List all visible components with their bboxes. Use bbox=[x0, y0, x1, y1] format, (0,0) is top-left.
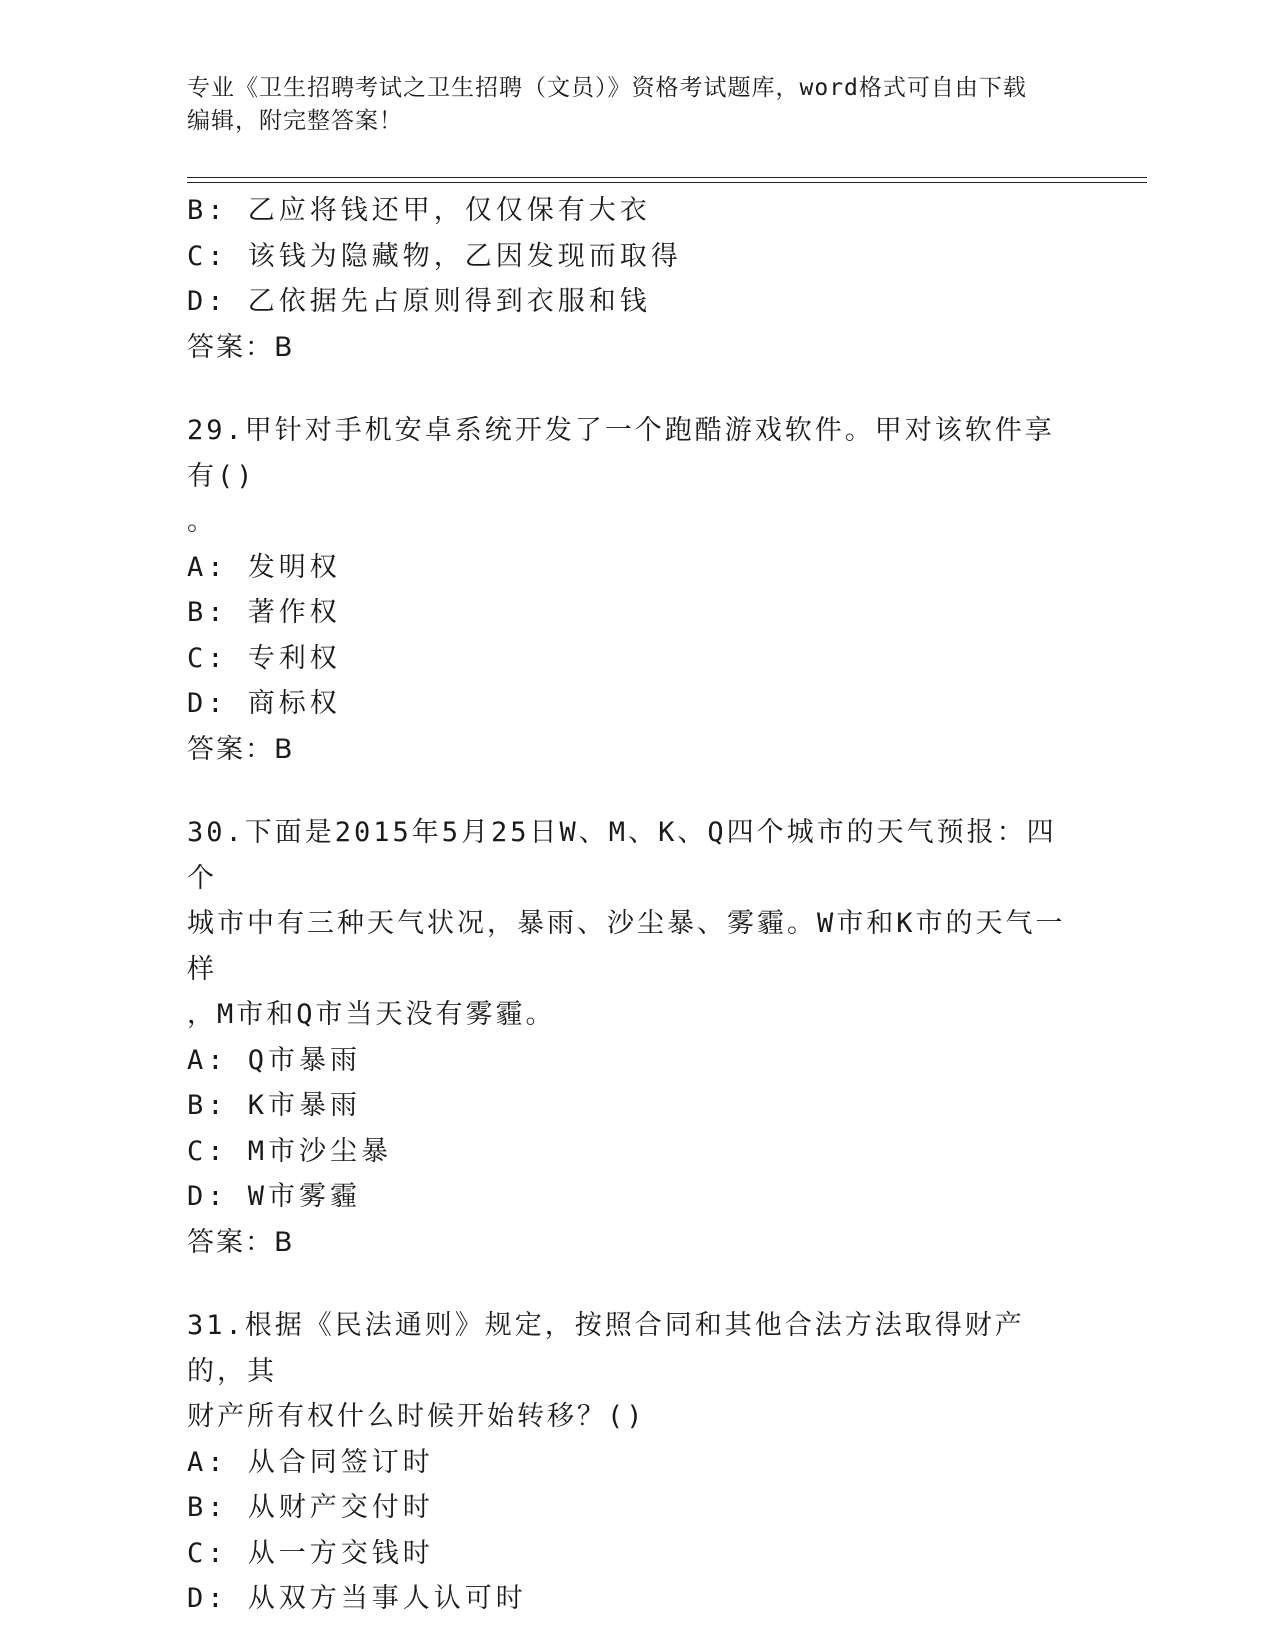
option-d: D: 商标权 bbox=[187, 688, 341, 719]
option-a: A: Q市暴雨 bbox=[187, 1044, 362, 1076]
option-c: C: 从一方交钱时 bbox=[187, 1537, 434, 1569]
option-b: B: 乙应将钱还甲，仅仅保有大衣 bbox=[187, 195, 651, 226]
option-a: A: 发明权 bbox=[187, 551, 341, 583]
option-c: C: M市沙尘暴 bbox=[187, 1135, 393, 1167]
document-header: 专业《卫生招聘考试之卫生招聘（文员）》资格考试题库，word格式可自由下载 编辑，附完整答案！ bbox=[187, 75, 1027, 134]
option-d: D: 从双方当事人认可时 bbox=[187, 1583, 527, 1614]
option-b: B: 著作权 bbox=[187, 597, 341, 628]
option-c: C: 该钱为隐藏物，乙因发现而取得 bbox=[187, 240, 682, 272]
question-stem: 29.甲针对手机安卓系统开发了一个跑酷游戏软件。甲对该软件享有() 。 bbox=[187, 415, 1055, 537]
question-list bbox=[187, 188, 1067, 1622]
header-divider-top bbox=[187, 177, 1147, 178]
option-b: B: K市暴雨 bbox=[187, 1090, 362, 1121]
header-divider-bottom bbox=[187, 182, 1147, 183]
question-stem: 31.根据《民法通则》规定，按照合同和其他合法方法取得财产的，其 财产所有权什么时候开始转移？() bbox=[187, 1310, 1025, 1432]
option-a: A: 从合同签订时 bbox=[187, 1446, 434, 1478]
question-stem: 30.下面是2015年5月25日W、M、K、Q四个城市的天气预报：四个 城市中有三种天气状况，暴雨、沙尘暴、雾霾。W市和K市的天气一样 ，M市和Q市当天没有雾霾。 bbox=[187, 817, 1066, 1030]
answer-line: 答案：B bbox=[187, 733, 295, 765]
previous-question-tail bbox=[187, 188, 1067, 370]
document-page bbox=[187, 0, 1147, 1650]
answer-line: 答案：B bbox=[187, 331, 295, 363]
answer-line: 答案：B bbox=[187, 1226, 295, 1258]
option-d: D: W市雾霾 bbox=[187, 1181, 362, 1212]
question-29 bbox=[187, 408, 1067, 772]
question-30 bbox=[187, 810, 1067, 1265]
option-c: C: 专利权 bbox=[187, 642, 341, 674]
question-31 bbox=[187, 1303, 1067, 1622]
option-b: B: 从财产交付时 bbox=[187, 1492, 434, 1523]
option-d: D: 乙依据先占原则得到衣服和钱 bbox=[187, 286, 651, 317]
